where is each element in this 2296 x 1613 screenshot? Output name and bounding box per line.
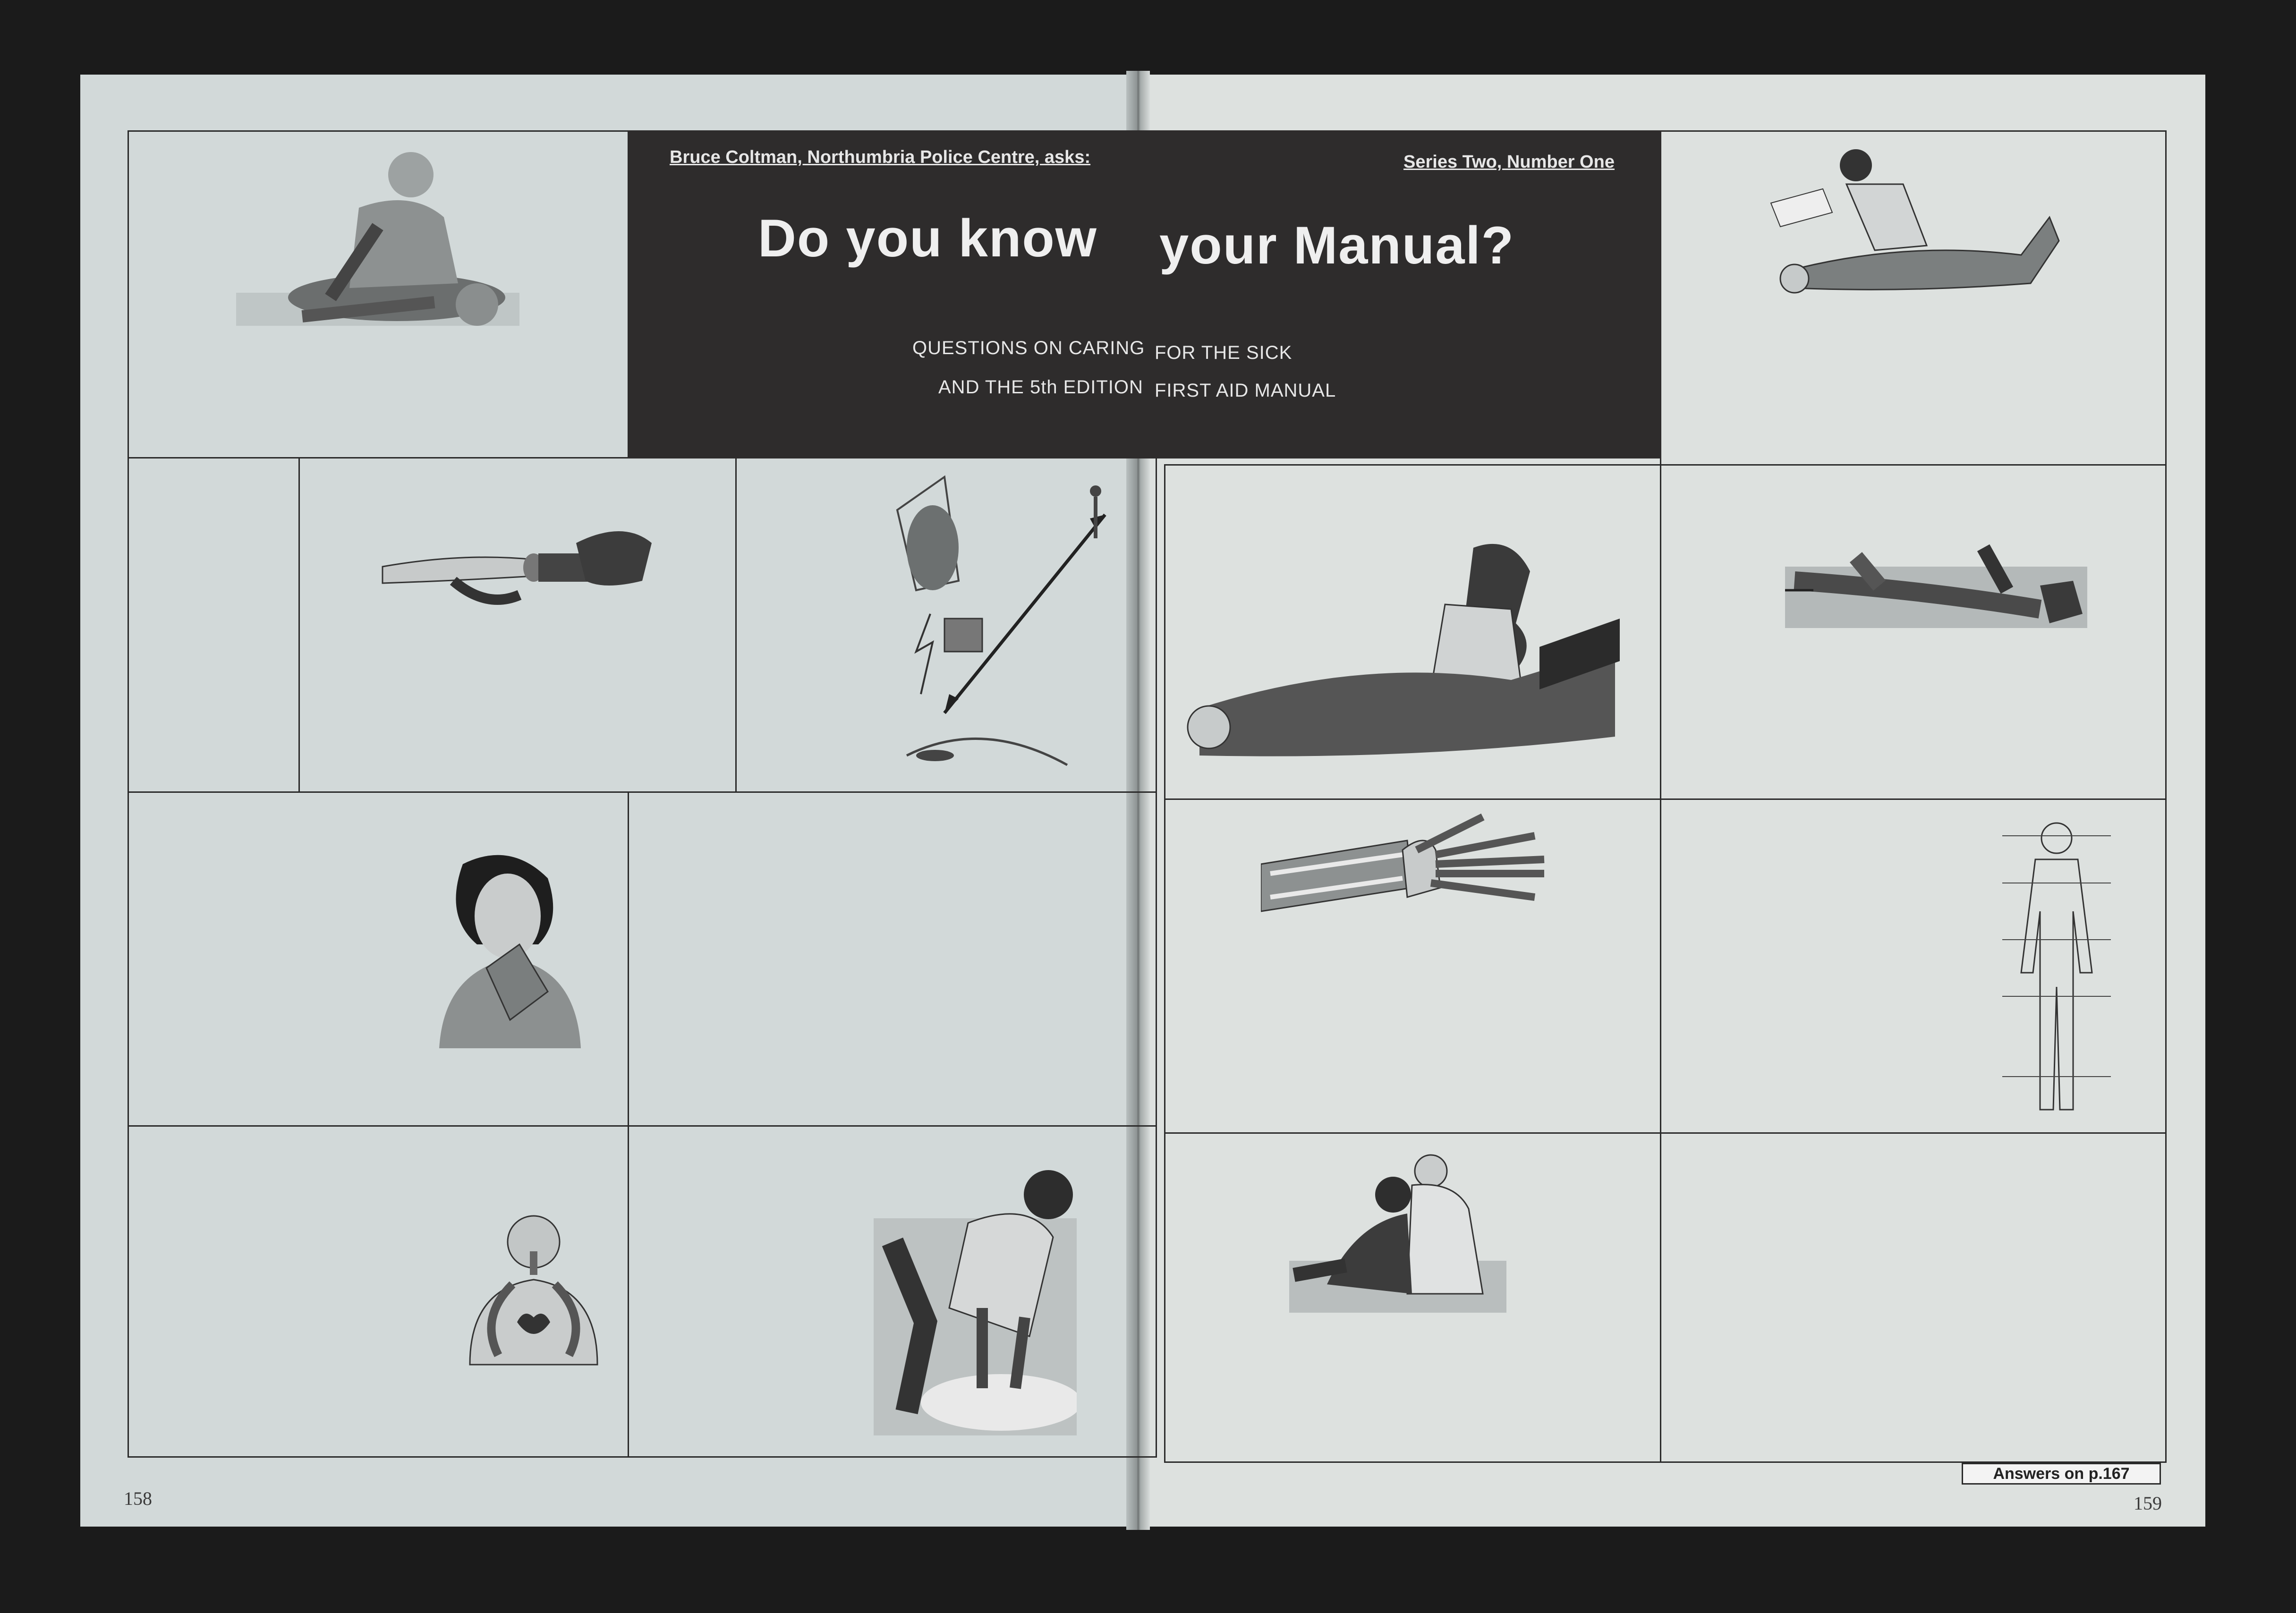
subtitle-line2-right: FIRST AID MANUAL (1155, 380, 1336, 401)
jacket-removal-illustration (236, 142, 529, 364)
header-band (628, 130, 1661, 458)
subtitle-line2-left: AND THE 5th EDITION (938, 377, 1143, 398)
question-4 (744, 549, 778, 555)
page-number-right: 159 (2134, 1493, 2162, 1514)
question-7 (150, 1219, 184, 1226)
answers-reference: Answers on p.167 (1962, 1463, 2161, 1485)
thigh-traction-illustration (1785, 529, 2087, 637)
series-label: Series Two, Number One (1403, 152, 1615, 172)
question-5 (168, 923, 187, 930)
holger-nielsen-illustration (874, 1166, 1077, 1435)
page-number-left: 158 (124, 1488, 152, 1509)
subtitle-line1-left: QUESTIONS ON CARING (912, 338, 1145, 358)
hand-xray-illustration (1261, 803, 1549, 925)
fainting-woman-illustration (1766, 142, 2064, 297)
heatstroke-illustration (1289, 1152, 1506, 1317)
cardiac-arrest-chart (460, 1209, 607, 1374)
high-voltage-illustration (888, 472, 1124, 779)
question-2 (133, 552, 153, 559)
question-9 (1734, 309, 1754, 323)
q6-box (628, 791, 1157, 1127)
byline: Bruce Coltman, Northumbria Police Centre, asks: (670, 147, 1091, 167)
subtitle-line1-right: FOR THE SICK (1155, 342, 1293, 363)
tubular-gauze-illustration (378, 501, 671, 619)
masthead-left: Do you know (758, 209, 1097, 268)
question-14 (1275, 1340, 1295, 1347)
q2-box (128, 457, 300, 793)
choking-woman-illustration (411, 850, 604, 1067)
masthead-right: your Manual? (1159, 216, 1515, 275)
question-3 (394, 655, 414, 662)
body-chart-illustration (2002, 817, 2111, 1119)
question-11 (1766, 690, 1786, 697)
question-1 (257, 373, 277, 380)
question-12 (1270, 937, 1304, 951)
question-8 (656, 1213, 676, 1219)
question-10 (1183, 495, 1217, 501)
question-13 (1706, 911, 1726, 918)
question-6 (720, 914, 754, 920)
shock-patient-illustration (1181, 538, 1629, 784)
q15-box (1660, 1132, 2167, 1463)
